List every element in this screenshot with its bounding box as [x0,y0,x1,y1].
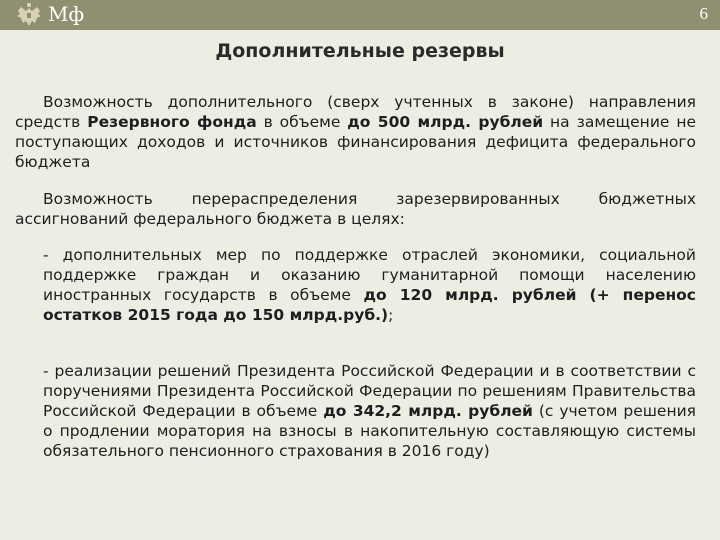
double-headed-eagle-icon [15,2,43,29]
paragraph-reallocation: Возможность перераспределения зарезервированных бюджетных ассигнований федерального бюджета в целях: [15,190,696,228]
list-item-economy-support [43,245,696,325]
text-segment: на замещение не поступающих доходов и источников финансирования дефицита федерального бюджета [15,113,696,171]
header-bar [0,0,720,30]
paragraph-reserve-fund [15,92,696,172]
page-title: Дополнительные резервы [215,40,505,62]
bold-segment: до 342,2 млрд. рублей [323,401,533,420]
text-segment: - реализации решений Президента Российской Федерации и в соответствии с поручениями Президента Российской Федерации по решениям Правительства Российской Федерации в объеме [43,361,696,420]
bold-segment: до 120 млрд. рублей (+ перенос остатков 2015 года до 150 млрд.руб.) [43,285,696,324]
page-number: 6 [699,4,708,23]
text-segment: в объеме [256,113,348,131]
text-segment: Возможность дополнительного (сверх учтенных в законе) направления средств [15,93,696,131]
text-segment: (с учетом решения о продлении моратория на взносы в накопительную составляющую системы обязательного пенсионного страхования в 2016 году) [43,401,696,460]
slide-body [15,92,696,476]
ministry-logo-text: Мф [48,2,85,26]
list-item-president-decisions [43,361,696,461]
text-segment: ; [388,305,394,324]
text-segment: - дополнительных мер по поддержке отраслей экономики, социальной поддержке граждан и оказанию гуманитарной помощи населению иностранных государств в объеме [43,245,696,304]
bold-segment: Резервного фонда [87,113,257,131]
bold-segment: до 500 млрд. рублей [347,113,544,131]
